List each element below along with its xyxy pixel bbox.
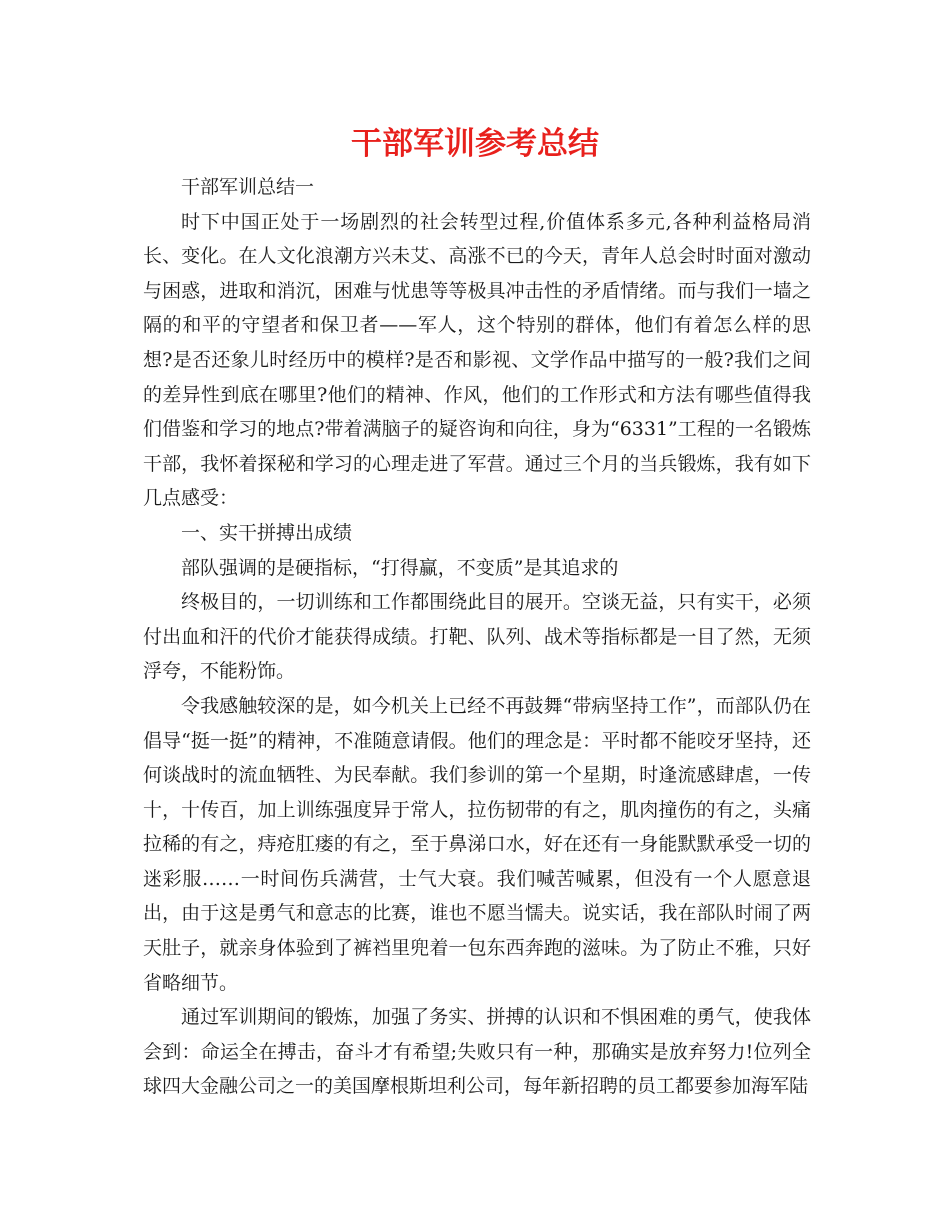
section-heading: 干部军训总结一 — [181, 176, 315, 198]
page-title: 干部军训参考总结 — [351, 126, 599, 162]
paragraph: 终极目的，一切训练和工作都围绕此目的展开。空谈无益，只有实干，必须付出血和汗的代价才能获得成绩。打靶、队列、战术等指标都是一目了然，无须浮夸，不能粉饰。 — [143, 591, 811, 683]
paragraph: 通过军训期间的锻炼，加强了务实、拼搏的认识和不惧困难的勇气，使我体会到：命运全在搏击，奋斗才有希望;失败只有一种，那确实是放弃努力!位列全球四大金融公司之一的美国摩根斯坦利公司，每年新招聘的员工都要参加海军陆 — [143, 1006, 811, 1098]
paragraph: 令我感触较深的是，如今机关上已经不再鼓舞“带病坚持工作”，而部队仍在倡导“挺一挺”的精神，不准随意请假。他们的理念是：平时都不能咬牙坚持，还何谈战时的流血牺牲、为民奉献。我们参训的第一个星期，时逢流感肆虐，一传十，十传百，加上训练强度异于常人，拉伤韧带的有之，肌肉撞伤的有之，头痛拉稀的有之，痔疮肛瘘的有之，至于鼻涕口水，好在还有一身能默默承受一切的迷彩服……一时间伤兵满营，士气大衰。我们喊苦喊累，但没有一个人愿意退出，由于这是勇气和意志的比赛，谁也不愿当懦夫。说实话，我在部队时闹了两天肚子，就亲身体验到了裤裆里兜着一包东西奔跑的滋味。为了防止不雅，只好省略细节。 — [143, 694, 811, 994]
paragraph: 部队强调的是硬指标，“打得赢，不变质”是其追求的 — [181, 556, 619, 579]
paragraph: 时下中国正处于一场剧烈的社会转型过程,价值体系多元,各种利益格局消长、变化。在人文化浪潮方兴未艾、高涨不已的今天，青年人总会时时面对激动与困惑，进取和消沉，困难与忧患等等极具冲击性的矛盾情绪。而与我们一墙之隔的和平的守望者和保卫者——军人，这个特别的群体，他们有着怎么样的思想?是否还象儿时经历中的模样?是否和影视、文学作品中描写的一般?我们之间的差异性到底在哪里?他们的精神、作风，他们的工作形式和方法有哪些值得我们借鉴和学习的地点?带着满脑子的疑咨询和向往，身为“6331”工程的一名锻炼干部，我怀着探秘和学习的心理走进了军营。通过三个月的当兵锻炼，我有如下几点感受： — [143, 210, 811, 510]
document-body — [143, 170, 811, 1104]
subsection-heading: 一、实干拼搏出成绩 — [181, 521, 353, 544]
